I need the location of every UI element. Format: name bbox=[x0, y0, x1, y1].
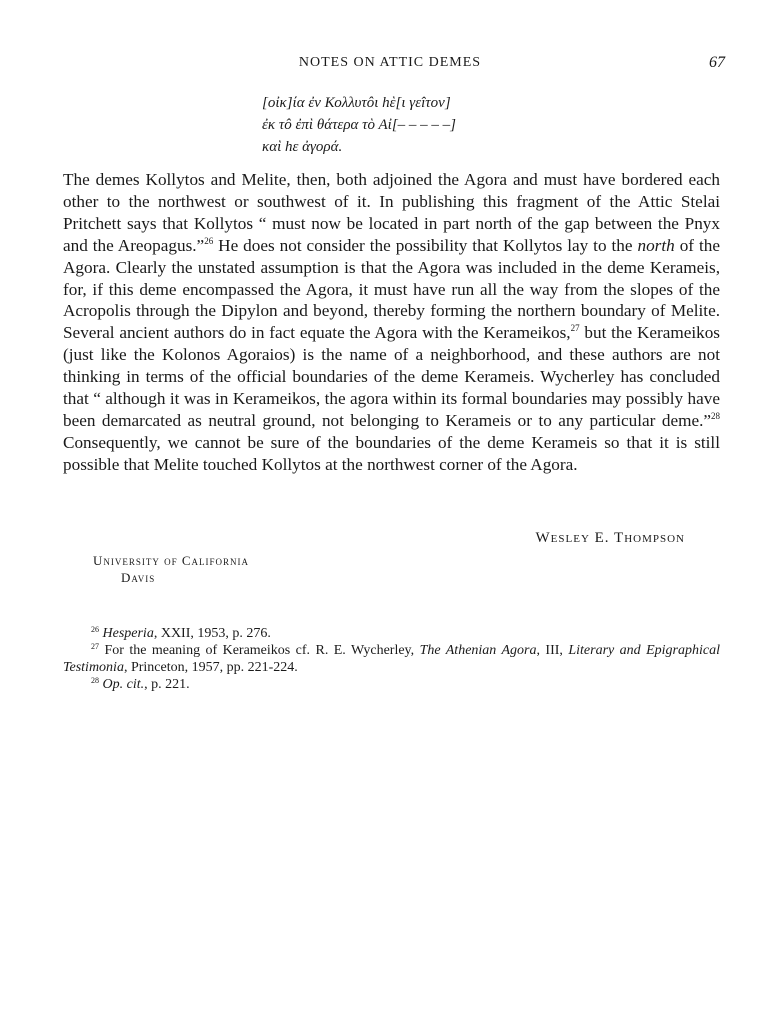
body-text-run: Consequently, we cannot be sure of the boundaries of the deme Kerameis so that it is still possible that Melite touched Kollytos at the northwest corner of the Agora. bbox=[63, 432, 720, 474]
footnote-title: Literary and Epigraphical Testimonia bbox=[63, 643, 720, 675]
footnote-text: , XXII, 1953, p. 276. bbox=[153, 626, 271, 641]
footnote-ref-28: 28 bbox=[711, 410, 720, 421]
body-text-run: He does not consider the possibility that Kollytos lay to the bbox=[213, 235, 638, 255]
inscription-line: καὶ hε ἀγορά. bbox=[262, 139, 343, 155]
page-number: 67 bbox=[709, 54, 725, 71]
footnote-text: , p. 221. bbox=[144, 677, 190, 692]
footnote-text: For the meaning of Kerameikos cf. R. E. Wycherley, bbox=[104, 643, 420, 658]
footnote-26 bbox=[63, 625, 720, 642]
footnote-ref-26: 26 bbox=[204, 235, 214, 246]
footnote-28 bbox=[63, 676, 720, 693]
footnote-number: 27 bbox=[91, 642, 99, 651]
footnote-title: Op. cit. bbox=[102, 677, 145, 692]
footnote-number: 28 bbox=[91, 676, 99, 685]
affiliation-campus: Davis bbox=[121, 570, 156, 585]
footnote-ref-27: 27 bbox=[570, 323, 580, 334]
footnote-title: The Athenian Agora bbox=[419, 643, 537, 658]
greek-inscription bbox=[262, 92, 456, 158]
inscription-line: [οἰκ]ία ἐν Κολλυτôι hὲ[ι γεîτον] bbox=[262, 95, 451, 111]
body-text-run: of the Agora. Clearly the unstated assumption is that the Agora was included in the deme Kerameis, for, if this deme encompassed the Agora, it must have run all the way from the slopes of the Acropolis through the Dipylon and beyond, thereby forming the northern boundary of Melite. Several ancient authors do in fact equate the Agora with the Kerameikos, bbox=[63, 235, 720, 343]
footnote-text: , Princeton, 1957, pp. 221-224. bbox=[123, 660, 298, 675]
footnote-text: , III, bbox=[536, 643, 569, 658]
body-text-run: The demes Kollytos and Melite, then, both adjoined the Agora and must have bordered each other to the northwest or southwest of it. In publishing this fragment of the Attic Stelai Pritchett says that Kollytos “ must now be located in part north of the gap between the Pnyx and the Areopagus.” bbox=[63, 170, 720, 255]
body-text-run: but the Kerameikos (just like the Kolonos Agoraios) is the name of a neighborhood, and these authors are not thinking in terms of the official boundaries of the deme Kerameis. Wycherley has concluded that “ although it was in Kerameikos, the agora within its formal boundaries may possibly have been demarcated as neutral ground, not belonging to Kerameis or to any particular deme.” bbox=[63, 323, 720, 430]
body-paragraph bbox=[63, 169, 720, 476]
inscription-line: ἐκ τô ἐπὶ θάτερα τὸ Αἰ[– – – – –] bbox=[262, 117, 457, 133]
footnote-title: Hesperia bbox=[102, 626, 154, 641]
footnote-27 bbox=[63, 642, 720, 676]
affiliation-institution: University of California bbox=[93, 553, 250, 568]
footnotes bbox=[63, 625, 720, 693]
emphasis-north: north bbox=[637, 235, 675, 255]
footnote-number: 26 bbox=[91, 625, 99, 634]
running-head: NOTES ON ATTIC DEMES bbox=[298, 55, 482, 70]
author-name: Wesley E. Thompson bbox=[535, 530, 685, 546]
